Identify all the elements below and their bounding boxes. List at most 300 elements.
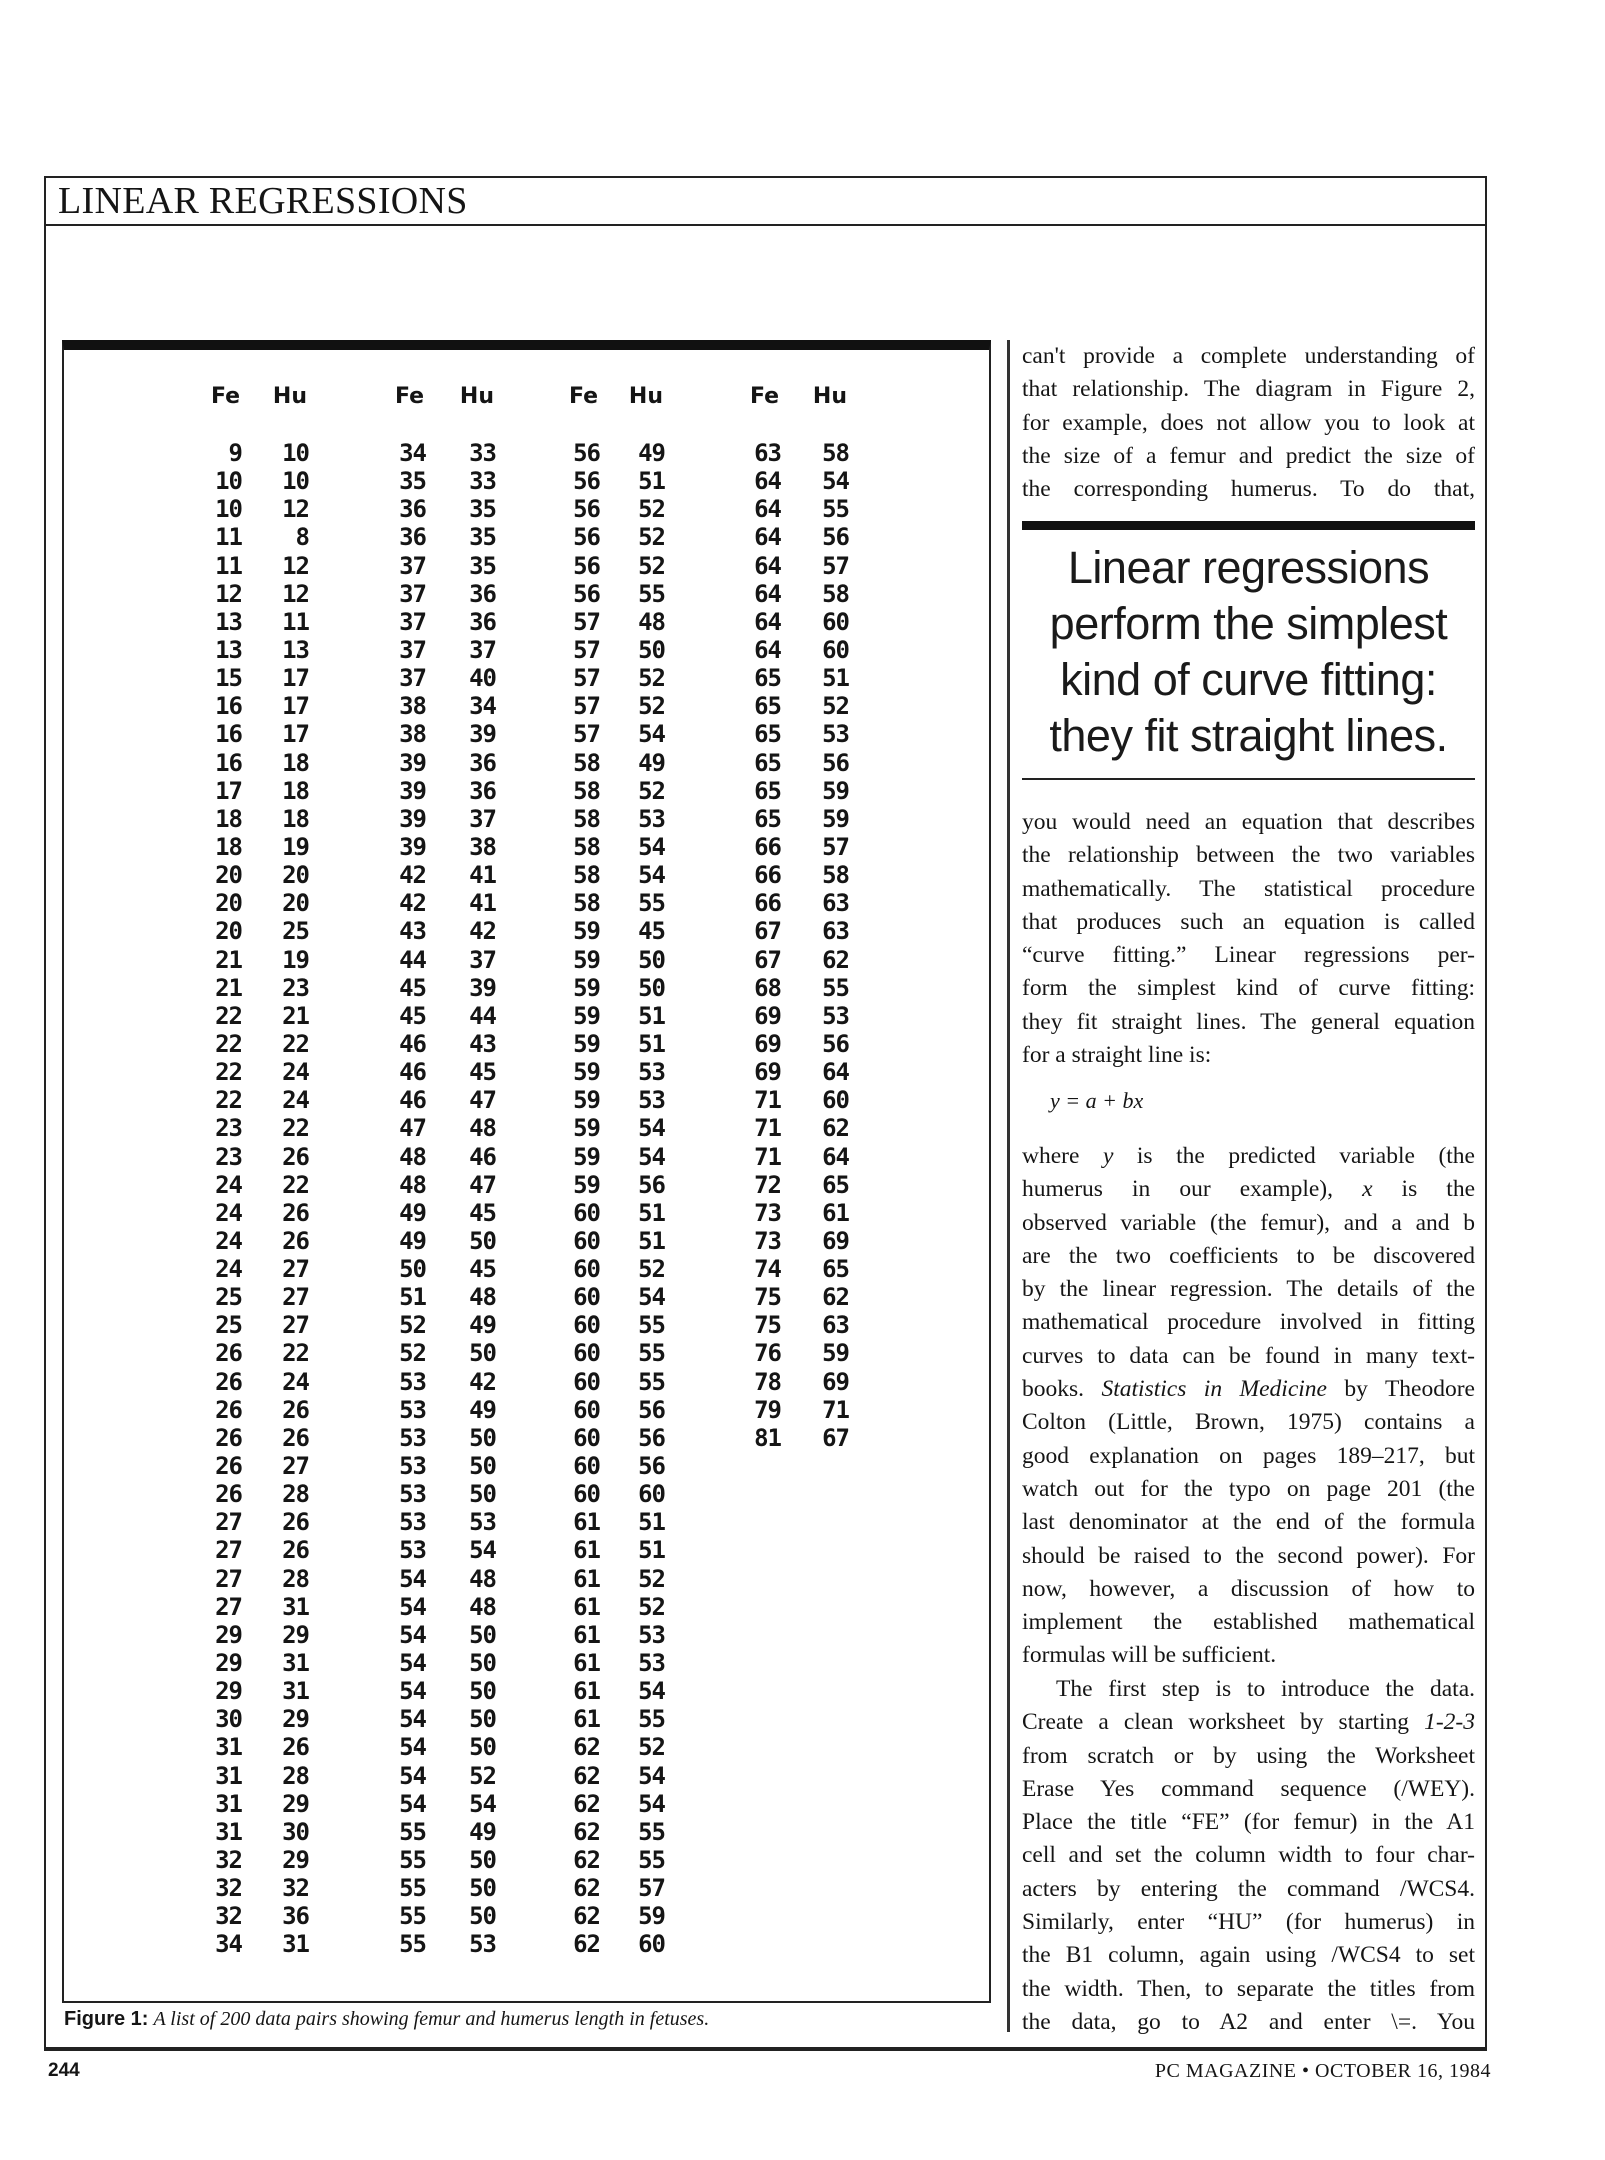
humerus-value: 53 — [638, 1086, 665, 1115]
femur-value: 26 — [215, 1423, 242, 1452]
femur-value: 58 — [573, 776, 600, 805]
section-header — [44, 176, 1487, 226]
humerus-value: 59 — [822, 1339, 849, 1368]
femur-value: 44 — [399, 945, 426, 974]
humerus-value: 17 — [282, 720, 309, 749]
femur-value: 52 — [399, 1339, 426, 1368]
humerus-value: 54 — [638, 861, 665, 890]
femur-value: 60 — [573, 1423, 600, 1452]
femur-value: 31 — [215, 1817, 242, 1846]
header-fe: Fe — [568, 384, 598, 409]
femur-value: 20 — [215, 917, 242, 946]
humerus-value: 24 — [282, 1367, 309, 1396]
femur-value: 58 — [573, 748, 600, 777]
humerus-value: 53 — [822, 720, 849, 749]
femur-value: 59 — [573, 945, 600, 974]
femur-value: 34 — [215, 1930, 242, 1959]
header-fe: Fe — [394, 384, 424, 409]
humerus-value: 46 — [469, 1142, 496, 1171]
femur-value: 27 — [215, 1564, 242, 1593]
femur-value: 60 — [573, 1367, 600, 1396]
femur-value: 59 — [573, 1058, 600, 1087]
humerus-value: 41 — [469, 861, 496, 890]
femur-value: 65 — [754, 804, 781, 833]
femur-value: 75 — [754, 1311, 781, 1340]
femur-value: 68 — [754, 973, 781, 1002]
humerus-value: 50 — [469, 1649, 496, 1678]
humerus-value: 27 — [282, 1255, 309, 1284]
femur-value: 54 — [399, 1564, 426, 1593]
text-span: books. — [1022, 1376, 1102, 1403]
humerus-value: 31 — [282, 1649, 309, 1678]
humerus-value: 19 — [282, 832, 309, 861]
humerus-value: 52 — [638, 1255, 665, 1284]
femur-value: 64 — [754, 551, 781, 580]
femur-value: 38 — [399, 720, 426, 749]
femur-value: 32 — [215, 1846, 242, 1874]
femur-value: 60 — [573, 1395, 600, 1424]
humerus-value: 54 — [822, 467, 849, 496]
humerus-value: 36 — [469, 579, 496, 608]
femur-value: 37 — [399, 664, 426, 693]
femur-value: 74 — [754, 1255, 781, 1284]
femur-value: 78 — [754, 1367, 781, 1396]
humerus-value: 50 — [469, 1902, 496, 1931]
humerus-value: 18 — [282, 804, 309, 833]
humerus-value: 52 — [638, 1733, 665, 1762]
humerus-value: 44 — [469, 1001, 496, 1030]
text-line: Colton (Little, Brown, 1975) contains a — [1022, 1409, 1475, 1436]
humerus-value: 28 — [282, 1761, 309, 1790]
paragraph-3 — [1022, 1140, 1475, 1673]
humerus-value: 71 — [822, 1395, 849, 1424]
humerus-value: 34 — [469, 692, 496, 721]
humerus-value: 51 — [638, 1226, 665, 1255]
humerus-value: 54 — [469, 1536, 496, 1565]
section-title: LINEAR REGRESSIONS — [58, 180, 468, 222]
femur-value: 69 — [754, 1001, 781, 1030]
humerus-value: 47 — [469, 1170, 496, 1199]
humerus-value: 55 — [638, 579, 665, 608]
femur-value: 29 — [215, 1620, 242, 1649]
text-line: that relationship. The diagram in Figure 2, — [1022, 376, 1475, 403]
femur-value: 57 — [573, 692, 600, 721]
femur-value: 55 — [399, 1902, 426, 1931]
femur-value: 45 — [399, 973, 426, 1002]
femur-value: 54 — [399, 1677, 426, 1706]
femur-value: 22 — [215, 1058, 242, 1087]
humerus-value: 50 — [469, 1423, 496, 1452]
humerus-value: 50 — [469, 1480, 496, 1509]
femur-value: 59 — [573, 1142, 600, 1171]
humerus-value: 50 — [469, 1226, 496, 1255]
caption-text: A list of 200 data pairs showing femur and humerus length in fetuses. — [153, 2008, 710, 2030]
femur-value: 60 — [573, 1452, 600, 1481]
femur-value: 69 — [754, 1029, 781, 1058]
femur-value: 53 — [399, 1395, 426, 1424]
femur-value: 79 — [754, 1395, 781, 1424]
text-line: for example, does not allow you to look at — [1022, 409, 1475, 436]
humerus-value: 51 — [638, 1198, 665, 1227]
femur-value: 35 — [399, 467, 426, 496]
humerus-value: 26 — [282, 1536, 309, 1565]
humerus-value: 54 — [638, 1677, 665, 1706]
humerus-value: 26 — [282, 1226, 309, 1255]
femur-value: 49 — [399, 1198, 426, 1227]
pull-quote-top-rule — [1022, 521, 1475, 530]
femur-value: 18 — [215, 832, 242, 861]
femur-value: 73 — [754, 1198, 781, 1227]
humerus-value: 51 — [638, 467, 665, 496]
text-line: watch out for the typo on page 201 (the — [1022, 1475, 1475, 1502]
humerus-value: 53 — [822, 1001, 849, 1030]
femur-value: 53 — [399, 1508, 426, 1537]
femur-value: 56 — [573, 439, 600, 467]
humerus-value: 60 — [638, 1480, 665, 1509]
humerus-value: 37 — [469, 635, 496, 664]
femur-value: 39 — [399, 776, 426, 805]
femur-value: 16 — [215, 720, 242, 749]
humerus-value: 45 — [469, 1255, 496, 1284]
italic-text: x — [1362, 1176, 1373, 1203]
humerus-value: 56 — [638, 1170, 665, 1199]
text-line: Similarly, enter “HU” (for humerus) in — [1022, 1909, 1475, 1936]
humerus-value: 25 — [282, 917, 309, 946]
femur-value: 24 — [215, 1255, 242, 1284]
equation-text: y = a + bx — [1050, 1088, 1144, 1113]
femur-value: 23 — [215, 1114, 242, 1143]
humerus-value: 48 — [469, 1592, 496, 1621]
femur-value: 42 — [399, 861, 426, 890]
femur-value: 76 — [754, 1339, 781, 1368]
femur-value: 25 — [215, 1283, 242, 1312]
humerus-value: 33 — [469, 467, 496, 496]
humerus-value: 27 — [282, 1283, 309, 1312]
humerus-value: 56 — [822, 523, 849, 552]
femur-value: 27 — [215, 1536, 242, 1565]
italic-text: 1-2-3 — [1424, 1709, 1475, 1736]
femur-value: 20 — [215, 889, 242, 918]
femur-value: 60 — [573, 1226, 600, 1255]
humerus-value: 48 — [638, 607, 665, 636]
text-line: that produces such an equation is called — [1022, 908, 1475, 935]
humerus-value: 11 — [282, 607, 309, 636]
humerus-value: 50 — [469, 1339, 496, 1368]
femur-value: 54 — [399, 1592, 426, 1621]
humerus-value: 28 — [282, 1564, 309, 1593]
femur-value: 57 — [573, 607, 600, 636]
humerus-value: 19 — [282, 945, 309, 974]
femur-value: 63 — [754, 439, 781, 467]
humerus-value: 52 — [638, 495, 665, 524]
humerus-value: 36 — [469, 776, 496, 805]
femur-value: 54 — [399, 1733, 426, 1762]
femur-value: 66 — [754, 832, 781, 861]
femur-value: 17 — [215, 776, 242, 805]
humerus-value: 57 — [638, 1874, 665, 1903]
femur-value: 56 — [573, 467, 600, 496]
humerus-value: 12 — [282, 495, 309, 524]
femur-value: 39 — [399, 832, 426, 861]
paragraph-2 — [1022, 806, 1475, 1072]
femur-value: 62 — [573, 1817, 600, 1846]
femur-value: 13 — [215, 607, 242, 636]
humerus-value: 20 — [282, 861, 309, 890]
femur-value: 60 — [573, 1480, 600, 1509]
humerus-value: 26 — [282, 1508, 309, 1537]
femur-value: 32 — [215, 1874, 242, 1903]
caption-label: Figure 1: — [64, 2008, 149, 2030]
femur-value: 64 — [754, 607, 781, 636]
femur-value: 37 — [399, 579, 426, 608]
femur-value: 10 — [215, 495, 242, 524]
pull-quote — [1022, 540, 1475, 764]
humerus-value: 58 — [822, 579, 849, 608]
femur-value: 62 — [573, 1761, 600, 1790]
humerus-value: 26 — [282, 1395, 309, 1424]
femur-value: 71 — [754, 1114, 781, 1143]
humerus-value: 49 — [638, 748, 665, 777]
humerus-value: 39 — [469, 720, 496, 749]
femur-value: 55 — [399, 1846, 426, 1874]
humerus-value: 55 — [638, 1705, 665, 1734]
text-line: the corresponding humerus. To do that, — [1022, 476, 1475, 503]
humerus-value: 45 — [638, 917, 665, 946]
text-line — [1022, 1373, 1475, 1406]
humerus-value: 55 — [822, 495, 849, 524]
femur-value: 62 — [573, 1874, 600, 1903]
femur-value: 31 — [215, 1761, 242, 1790]
femur-value: 54 — [399, 1761, 426, 1790]
femur-value: 56 — [573, 495, 600, 524]
femur-value: 37 — [399, 551, 426, 580]
humerus-value: 48 — [469, 1564, 496, 1593]
humerus-value: 37 — [469, 804, 496, 833]
humerus-value: 10 — [282, 467, 309, 496]
humerus-value: 53 — [469, 1508, 496, 1537]
femur-value: 10 — [215, 467, 242, 496]
humerus-value: 49 — [469, 1395, 496, 1424]
text-line: Erase Yes command sequence (/WEY). — [1022, 1775, 1475, 1802]
humerus-value: 27 — [282, 1452, 309, 1481]
humerus-value: 56 — [822, 748, 849, 777]
humerus-value: 26 — [282, 1198, 309, 1227]
femur-value: 62 — [573, 1789, 600, 1818]
femur-value: 59 — [573, 1029, 600, 1058]
femur-value: 55 — [399, 1874, 426, 1903]
humerus-value: 53 — [638, 1058, 665, 1087]
humerus-value: 50 — [638, 945, 665, 974]
humerus-value: 45 — [469, 1058, 496, 1087]
humerus-value: 54 — [469, 1789, 496, 1818]
humerus-value: 63 — [822, 917, 849, 946]
femur-value: 71 — [754, 1086, 781, 1115]
header-hu: Hu — [272, 384, 307, 409]
humerus-value: 52 — [469, 1761, 496, 1790]
femur-value: 26 — [215, 1452, 242, 1481]
humerus-value: 35 — [469, 551, 496, 580]
femur-value: 75 — [754, 1283, 781, 1312]
femur-value: 60 — [573, 1339, 600, 1368]
paragraph-1 — [1022, 340, 1475, 506]
humerus-value: 26 — [282, 1733, 309, 1762]
text-line: you would need an equation that describes — [1022, 809, 1475, 835]
femur-value: 72 — [754, 1170, 781, 1199]
femur-value: 53 — [399, 1480, 426, 1509]
femur-value: 48 — [399, 1170, 426, 1199]
text-line: form the simplest kind of curve fitting: — [1022, 975, 1475, 1002]
femur-value: 26 — [215, 1480, 242, 1509]
text-line: they fit straight lines. The general equation — [1022, 1008, 1475, 1035]
humerus-value: 56 — [638, 1423, 665, 1452]
femur-value: 58 — [573, 832, 600, 861]
header-hu: Hu — [459, 384, 494, 409]
humerus-value: 36 — [469, 748, 496, 777]
humerus-value: 65 — [822, 1170, 849, 1199]
femur-value: 56 — [573, 523, 600, 552]
text-span: is the — [1372, 1176, 1475, 1203]
femur-value: 59 — [573, 1086, 600, 1115]
humerus-value: 42 — [469, 917, 496, 946]
humerus-value: 57 — [822, 551, 849, 580]
humerus-value: 18 — [282, 776, 309, 805]
humerus-value: 49 — [469, 1311, 496, 1340]
text-line: the relationship between the two variables — [1022, 842, 1475, 869]
femur-value: 39 — [399, 748, 426, 777]
header-hu: Hu — [812, 384, 847, 409]
femur-value: 58 — [573, 861, 600, 890]
femur-value: 64 — [754, 523, 781, 552]
humerus-value: 54 — [638, 720, 665, 749]
humerus-value: 52 — [822, 692, 849, 721]
text-span: humerus in our example), — [1022, 1176, 1363, 1203]
femur-value: 62 — [573, 1902, 600, 1931]
femur-value: 11 — [215, 551, 242, 580]
humerus-value: 57 — [822, 832, 849, 861]
humerus-value: 53 — [638, 1620, 665, 1649]
humerus-value: 51 — [822, 664, 849, 693]
humerus-value: 37 — [469, 945, 496, 974]
humerus-value: 54 — [638, 1789, 665, 1818]
femur-value: 65 — [754, 664, 781, 693]
humerus-value: 58 — [822, 861, 849, 890]
femur-value: 47 — [399, 1114, 426, 1143]
femur-value: 38 — [399, 692, 426, 721]
humerus-value: 53 — [469, 1930, 496, 1959]
text-line: by the linear regression. The details of the — [1022, 1276, 1475, 1303]
humerus-value: 24 — [282, 1058, 309, 1087]
humerus-value: 50 — [469, 1677, 496, 1706]
humerus-value: 18 — [282, 748, 309, 777]
femur-value: 52 — [399, 1311, 426, 1340]
humerus-value: 50 — [469, 1452, 496, 1481]
femur-value: 53 — [399, 1367, 426, 1396]
femur-value: 59 — [573, 1170, 600, 1199]
text-line: the B1 column, again using /WCS4 to set — [1022, 1942, 1475, 1969]
footer-rule — [44, 2049, 1487, 2051]
femur-value: 11 — [215, 523, 242, 552]
femur-value: 66 — [754, 889, 781, 918]
humerus-value: 10 — [282, 439, 309, 467]
femur-value: 66 — [754, 861, 781, 890]
italic-text: y — [1102, 1143, 1114, 1169]
humerus-value: 48 — [469, 1114, 496, 1143]
humerus-value: 17 — [282, 692, 309, 721]
femur-value: 60 — [573, 1311, 600, 1340]
femur-value: 26 — [215, 1395, 242, 1424]
femur-value: 31 — [215, 1789, 242, 1818]
humerus-value: 20 — [282, 889, 309, 918]
humerus-value: 53 — [638, 804, 665, 833]
text-line: observed variable (the femur), and a and b — [1022, 1209, 1475, 1236]
femur-value: 65 — [754, 748, 781, 777]
humerus-value: 55 — [638, 1311, 665, 1340]
text-line: Place the title “FE” (for femur) in the A1 — [1022, 1809, 1475, 1836]
humerus-value: 30 — [282, 1817, 309, 1846]
femur-value: 16 — [215, 692, 242, 721]
humerus-value: 56 — [822, 1029, 849, 1058]
humerus-value: 55 — [822, 973, 849, 1002]
femur-value: 16 — [215, 748, 242, 777]
humerus-value: 69 — [822, 1226, 849, 1255]
text-line: formulas will be sufficient. — [1022, 1642, 1277, 1669]
femur-value: 60 — [573, 1283, 600, 1312]
femur-value: 46 — [399, 1029, 426, 1058]
humerus-value: 50 — [469, 1846, 496, 1874]
header-fe: Fe — [749, 384, 779, 409]
femur-value: 46 — [399, 1086, 426, 1115]
humerus-value: 53 — [638, 1649, 665, 1678]
humerus-value: 39 — [469, 973, 496, 1002]
header-fe: Fe — [210, 384, 240, 409]
humerus-value: 36 — [469, 607, 496, 636]
text-line: implement the established mathematical — [1022, 1609, 1475, 1636]
femur-value: 64 — [754, 495, 781, 524]
femur-value: 58 — [573, 889, 600, 918]
humerus-value: 62 — [822, 1283, 849, 1312]
femur-value: 53 — [399, 1452, 426, 1481]
text-line: mathematically. The statistical procedure — [1022, 875, 1475, 902]
text-line: last denominator at the end of the formula — [1022, 1509, 1475, 1536]
femur-value: 30 — [215, 1705, 242, 1734]
humerus-value: 29 — [282, 1620, 309, 1649]
femur-value: 56 — [573, 551, 600, 580]
humerus-value: 50 — [638, 973, 665, 1002]
femur-value: 58 — [573, 804, 600, 833]
femur-value: 54 — [399, 1620, 426, 1649]
humerus-value: 56 — [638, 1452, 665, 1481]
humerus-value: 55 — [638, 1339, 665, 1368]
humerus-value: 33 — [469, 439, 496, 467]
femur-value: 34 — [399, 439, 426, 467]
humerus-value: 59 — [822, 776, 849, 805]
femur-value: 36 — [399, 495, 426, 524]
femur-value: 55 — [399, 1930, 426, 1959]
text-line: “curve fitting.” Linear regressions per- — [1022, 942, 1475, 969]
femur-value: 64 — [754, 579, 781, 608]
text-line: now, however, a discussion of how to — [1022, 1575, 1475, 1602]
humerus-value: 48 — [469, 1283, 496, 1312]
italic-text: Statistics in Medicine — [1101, 1376, 1327, 1403]
femur-value: 54 — [399, 1649, 426, 1678]
humerus-value: 31 — [282, 1592, 309, 1621]
humerus-value: 54 — [638, 1761, 665, 1790]
femur-value: 21 — [215, 945, 242, 974]
femur-value: 67 — [754, 917, 781, 946]
humerus-value: 49 — [638, 439, 665, 467]
humerus-value: 62 — [822, 945, 849, 974]
femur-value: 25 — [215, 1311, 242, 1340]
